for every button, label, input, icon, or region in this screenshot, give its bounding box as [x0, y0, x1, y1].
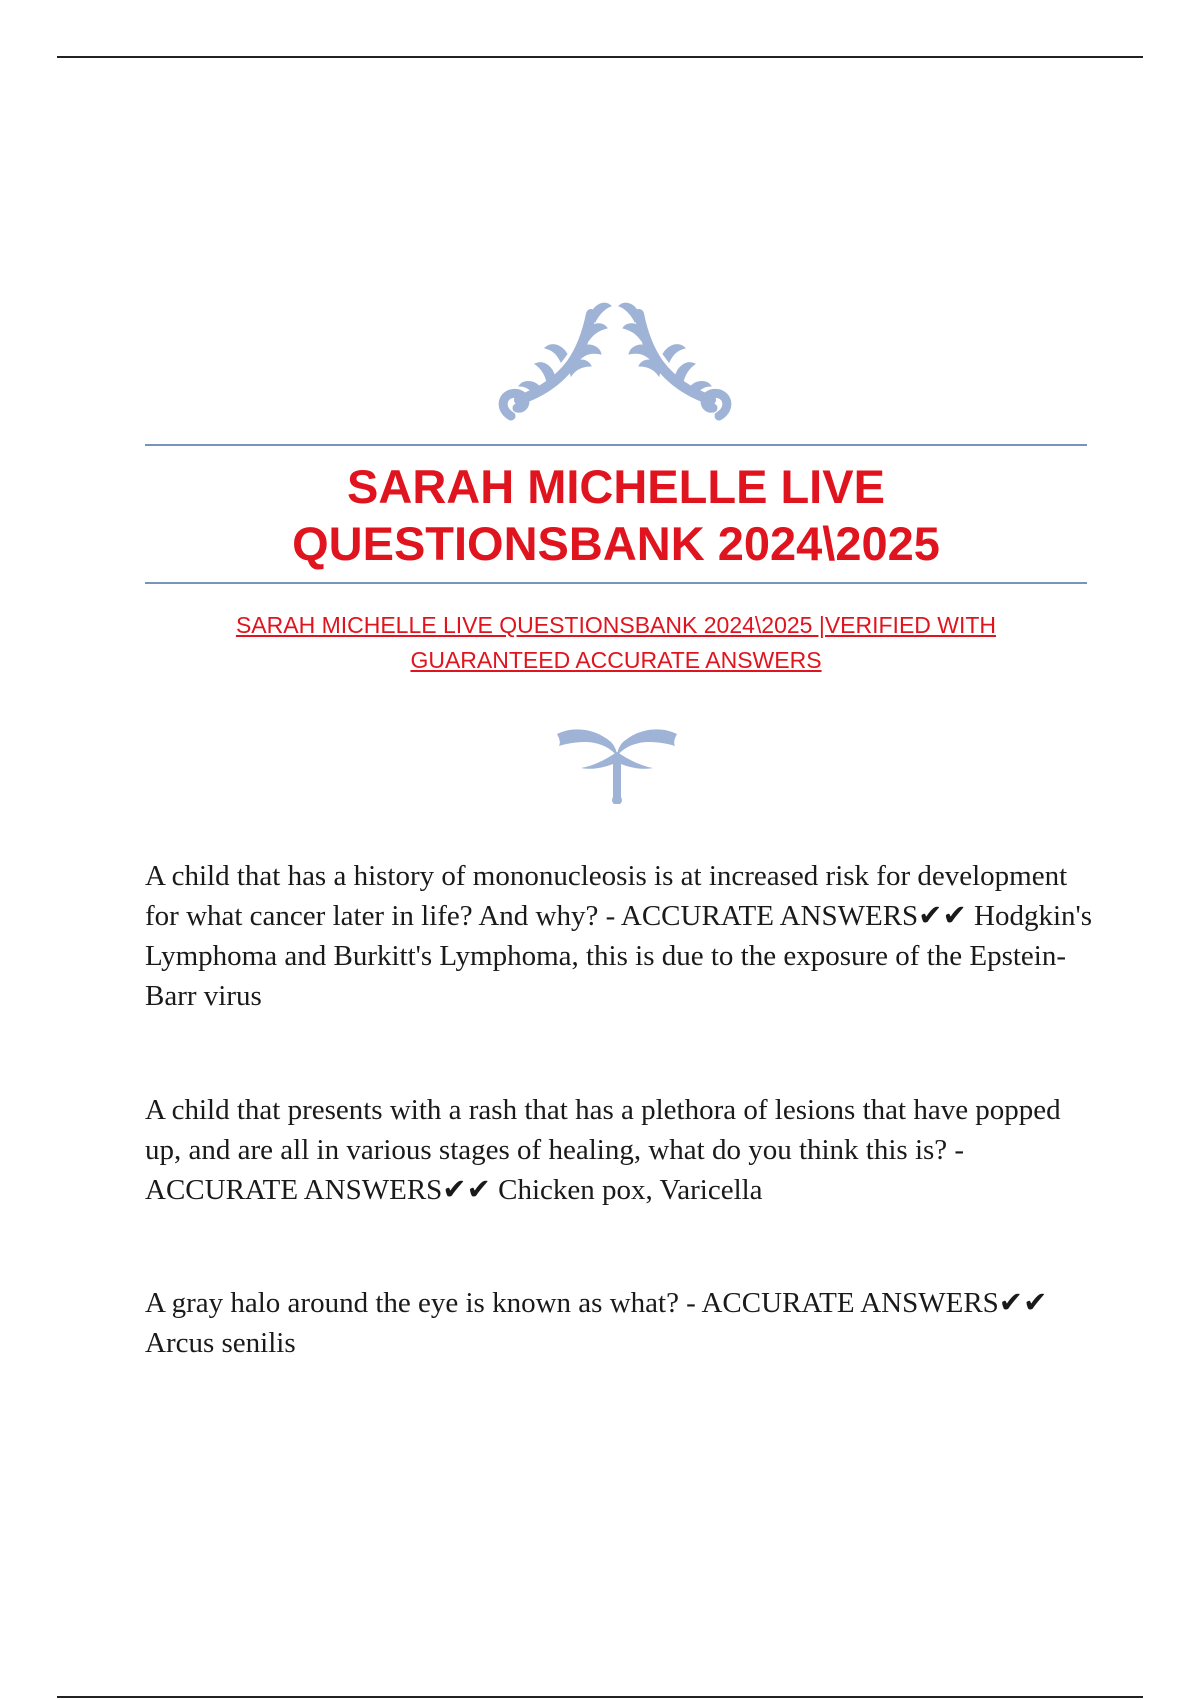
qa-item: A child that has a history of mononucleosis is at increased risk for development for what cancer later in life? And why? - ACCURATE ANSWERS✔✔ Hodgkin's Lymphoma and Burkitt's Lymphoma, this is due to the exposure of the Epstein-Barr virus: [145, 860, 1093, 1012]
page-bottom-rule: [57, 1696, 1143, 1698]
title-top-rule: [145, 444, 1087, 446]
fleuron-icon: [555, 722, 679, 804]
qa-item: A child that presents with a rash that has a plethora of lesions that have popped up, and are all in various stages of healing, what do you think this is? - ACCURATE ANSWERS✔✔ Chicken pox, Varicella: [145, 1094, 1061, 1206]
title-bottom-rule: [145, 582, 1087, 584]
page-title: [145, 458, 1087, 572]
subtitle-link[interactable]: [145, 608, 1087, 678]
title-line-2: QUESTIONSBANK 2024\2025: [292, 517, 940, 570]
subtitle-line-2: GUARANTEED ACCURATE ANSWERS: [410, 647, 822, 673]
subtitle-line-1: SARAH MICHELLE LIVE QUESTIONSBANK 2024\2025 |VERIFIED WITH: [235, 612, 997, 638]
title-line-1: SARAH MICHELLE LIVE: [347, 460, 885, 513]
qa-item: A gray halo around the eye is known as what? - ACCURATE ANSWERS✔✔ Arcus senilis: [145, 1287, 1048, 1359]
page-top-rule: [57, 56, 1143, 58]
scroll-flourish-icon: [495, 296, 735, 426]
